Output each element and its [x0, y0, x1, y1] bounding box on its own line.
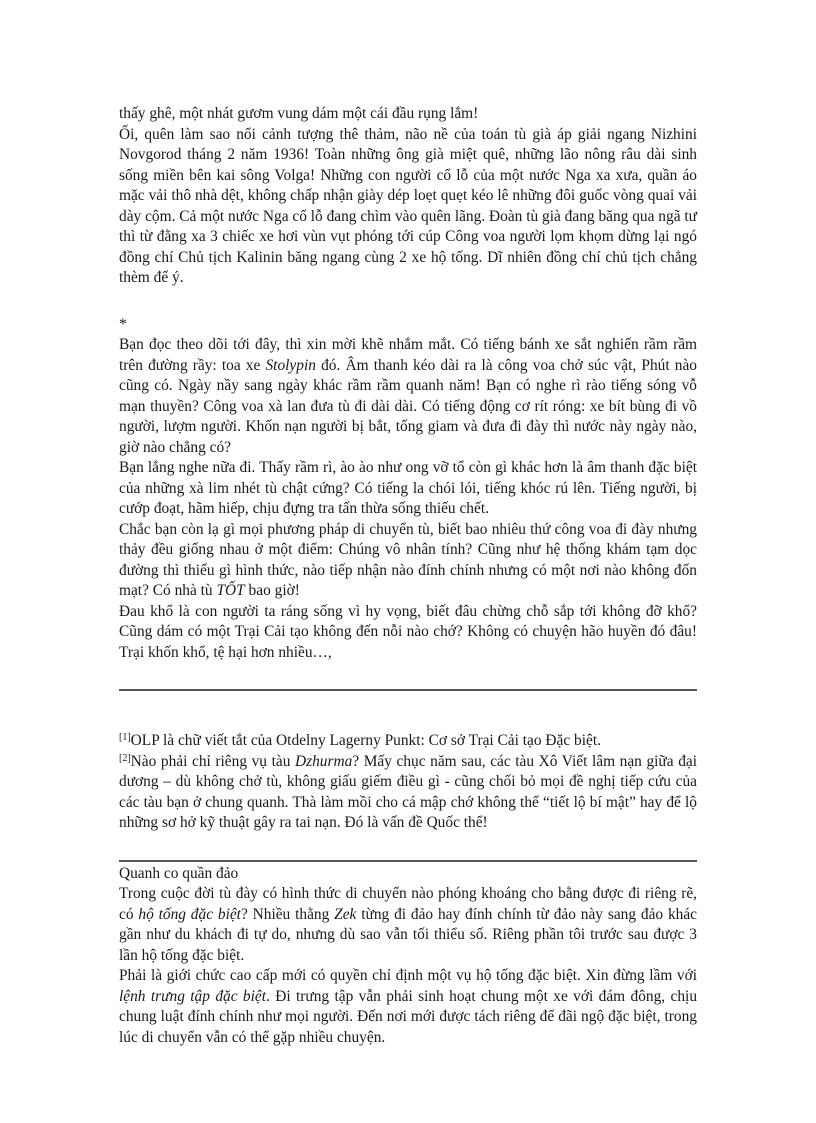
horizontal-rule — [119, 689, 697, 691]
paragraph: Ối, quên làm sao nổi cảnh tượng thê thảm, não nề của toán tù già áp giải ngang Nizhini Novgorod tháng 2 năm 1936! Toàn những ông già miệt quê, những lão nông râu dài sinh sống miền bên kai sông Volga! Những con người cổ lỗ của một nước Nga xa xưa, quần áo mặc vải thô nhà dệt, không chấp nhận giày dép loẹt quẹt kéo lê những đôi guốc vòng quai vải dày cộm. Cả một nước Nga cổ lỗ đang chìm vào quên lãng. Đoàn tù già đang băng qua ngã tư thì từ đằng xa 3 chiếc xe hơi vùn vụt phóng tới cúp Công voa người lọm khọm dừng lại ngó đồng chí Chủ tịch Kalinin băng ngang cùng 2 xe hộ tống. Dĩ nhiên đồng chí chủ tịch chẳng thèm để ý. — [119, 125, 697, 286]
paragraph: thấy ghê, một nhát gươm vung dám một cái đầu rụng lắm! — [119, 105, 479, 122]
text-run: Phải là giới chức cao cấp mới có quyền chỉ định một vụ hộ tống đặc biệt. Xin đừng lầm với — [119, 967, 697, 984]
footnote — [119, 731, 697, 752]
footnote-marker[interactable]: [2] — [119, 752, 131, 764]
text-run: Chắc bạn còn lạ gì mọi phương pháp di chuyển tù, biết bao nhiêu thứ công voa đi đày nhưng thảy đều giống nhau ở một điểm: Chúng vô nhân tính? Cũng như hệ thống khám tạm dọc đường thì thiếu gì hình thức, nào tiếp nhận nào đính chính nhưng có một nơi nào không đốn mạt? Có nhà tù — [119, 520, 697, 599]
text-run: bao giờ! — [244, 582, 300, 599]
paragraph: Bạn lắng nghe nữa đi. Thấy rầm rì, ào ào như ong vỡ tổ còn gì khác hơn là âm thanh đặc biệt của những xà lim nhét tù chật cứng? Có tiếng la chói lói, tiếng khóc rú lên. Tiếng người, bị cướp đoạt, hãm hiếp, chịu đựng tra tấn thừa sống thiếu chết. — [119, 459, 697, 517]
italic-term: lệnh trưng tập đặc biệt — [119, 987, 266, 1005]
italic-term: hộ tống đặc biệt — [138, 905, 241, 923]
italic-term: Zek — [334, 905, 357, 923]
paragraph — [119, 966, 697, 1048]
text-run: . Đi trưng tập vẫn phải sinh hoạt chung một xe với đám đông, chịu chung luật đính chính như mọi người. Đến nơi mới được tách riêng để đãi ngộ đặc biệt, trong lúc di chuyển vẫn có thể gặp nhiều chuyện. — [119, 987, 698, 1046]
horizontal-rule — [119, 860, 697, 862]
document-page — [119, 104, 697, 1048]
footnotes — [119, 731, 697, 834]
text-run: Trong cuộc đời tù đày có hình thức di chuyển nào phóng khoáng cho bằng được đi riêng rẽ, có — [119, 885, 697, 923]
text-run: đó. Âm thanh kéo dài ra là công voa chở súc vật, Phút nào cũng có. Ngày nầy sang ngày khác rầm rầm quanh năm! Bạn có nghe rì rào tiếng sóng vỗ mạn thuyền? Công voa xà lan đưa tù đi dài dài. Có tiếng động cơ rít róng: xe bít bùng đi vồ người, lượm người. Khốn nạn người bị bắt, tống giam và đưa đi đày thì nước này ngày nào, giờ nào chẳng có? — [119, 356, 697, 456]
paragraph — [119, 884, 697, 966]
paragraph — [119, 520, 697, 602]
footnote-text: ? Mấy chục năm sau, các tàu Xô Viết lâm nạn giữa đại dương – dù không chở tù, không giấu giếm điều gì - cũng chối bỏ mọi đề nghị tiếp cứu của các tàu bạn ở chung quanh. Thà làm mồi cho cá mập chớ không thể “tiết lộ bí mật” hay để lộ những sơ hở kỹ thuật gây ra tai nạn. Đó là vấn đề Quốc thể! — [119, 752, 697, 831]
text-run: ? Nhiều thằng — [240, 905, 335, 923]
text-run: Bạn đọc theo dõi tới đây, thì xin mời khẽ nhắm mắt. Có tiếng bánh xe sắt nghiến rầm rầm trên đường rầy: toa xe — [119, 336, 697, 374]
italic-term: TỐT — [216, 582, 245, 599]
section-heading: Quanh co quần đảo — [119, 864, 239, 882]
section — [119, 864, 697, 1049]
footnote-text: Nào phải chỉ riêng vụ tàu — [130, 752, 295, 770]
paragraph: Đau khổ là con người ta ráng sống vì hy vọng, biết đâu chừng chỗ sắp tới không đỡ khổ? Cũng dám có một Trại Cải tạo không đến nỗi nào chớ? Không có chuyện hão huyền đó đâu! Trại khốn khổ, tệ hại hơn nhiều…, — [119, 602, 697, 661]
italic-term: Dzhurma — [294, 752, 353, 770]
paragraph — [119, 335, 697, 458]
footnote — [119, 752, 697, 834]
italic-term: Stolypin — [265, 356, 316, 374]
spacer — [119, 289, 697, 315]
text-run: từng đi đảo hay đính chính từ đảo này sang đảo khác gần như du khách đi tự do, nhưng dù sao vẫn tối thiểu số. Riêng phần tôi trước sau được 3 lần hộ tống đặc biệt. — [119, 905, 698, 964]
section-separator: * — [119, 315, 127, 333]
footnote-text: OLP là chữ viết tắt của Otdelny Lagerny Punkt: Cơ sở Trại Cải tạo Đặc biệt. — [130, 732, 601, 749]
footnote-marker[interactable]: [1] — [119, 732, 131, 743]
